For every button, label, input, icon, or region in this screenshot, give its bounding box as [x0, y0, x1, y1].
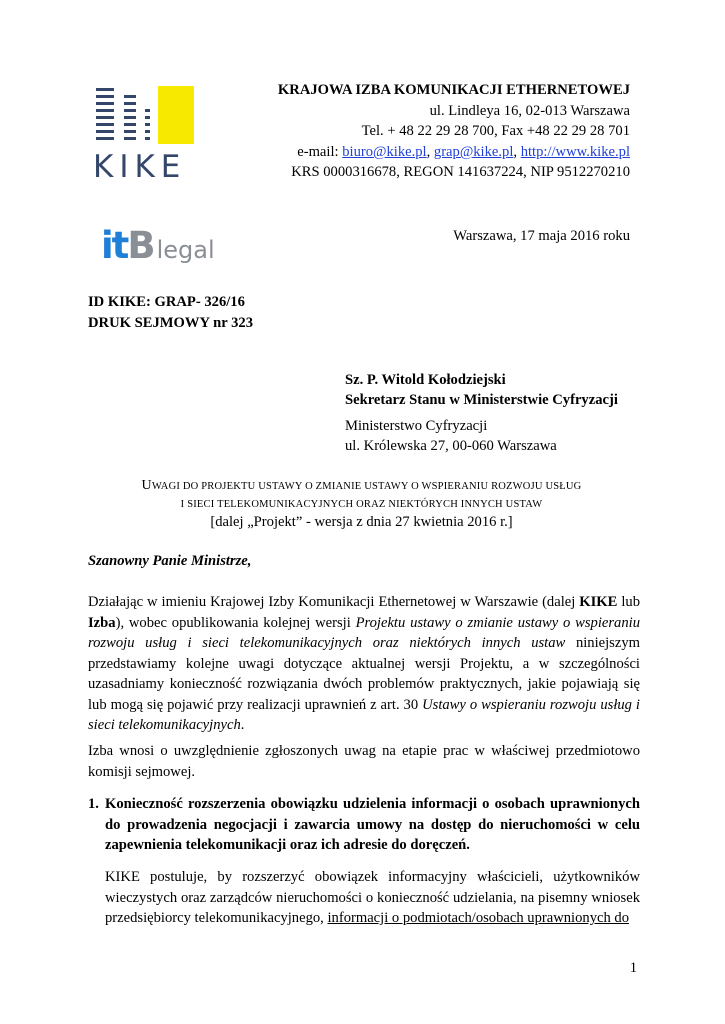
salutation: Szanowny Panie Ministrze, [88, 553, 252, 569]
page-number: 1 [629, 960, 637, 976]
website-link[interactable]: http://www.kike.pl [520, 144, 630, 160]
paragraph-request: Izba wnosi o uwzględnienie zgłoszonych uwag na etapie prac w właściwej przedmiotowo komisji sejmowej. [88, 743, 640, 780]
section-1-body-underlined: informacji o podmiotach/osobach uprawnionych do [327, 910, 630, 926]
kike-logo-yellow-block [158, 86, 194, 144]
email-biuro-link[interactable]: biuro@kike.pl [342, 144, 427, 160]
org-phone-fax: Tel. + 48 22 29 28 700, Fax +48 22 29 28 701 [361, 123, 630, 139]
recipient-name: Sz. P. Witold Kołodziejski [345, 372, 506, 388]
subject-initial: U [141, 478, 152, 493]
para1-izba: Izba [88, 614, 116, 631]
recipient-ministry: Ministerstwo Cyfryzacji [345, 418, 488, 434]
date-line: Warszawa, 17 maja 2016 roku [453, 228, 630, 244]
para1-text-1: Działając w imieniu Krajowej Izby Komunikacji Ethernetowej w Warszawie (dalej [88, 594, 580, 610]
subject-line-1 [88, 476, 635, 497]
recipient-role: Sekretarz Stanu w Ministerstwie Cyfryzacji [345, 392, 618, 408]
para1-kike: KIKE [579, 594, 618, 610]
org-address: ul. Lindleya 16, 02-013 Warszawa [429, 103, 630, 119]
id-kike: ID KIKE: GRAP- 326/16 [88, 294, 245, 310]
itb-logo-legal: legal [156, 236, 215, 264]
section-1-number: 1. [88, 796, 99, 812]
email-separator: , [426, 144, 434, 160]
para1-text-4: niniejszym przedstawiamy kolejne uwagi dotyczące aktualnej wersji Projektu, a w szczególności uzasadniamy konieczność rozwiązania dwóch problemów praktycznych, jakie pojawiają się lub mogą się pojawić przy realizacji uprawnień z art. 30 [88, 635, 640, 713]
kike-logo [93, 86, 198, 186]
section-1-body [105, 867, 640, 929]
section-1-heading: Konieczność rozszerzenia obowiązku udzielenia informacji o osobach uprawnionych do prowadzenia negocjacji i zawarcia umowy na dostęp do nieruchomości w celu zapewnienia telekomunikacji oraz ich adresie do doręczeń. [105, 796, 640, 853]
subject-line-1-text: WAGI DO PROJEKTU USTAWY O ZMIANIE USTAWY O WSPIERANIU ROZWOJU USŁUG [151, 481, 582, 492]
para1-text-3: ), wobec opublikowania kolejnej wersji [115, 614, 356, 631]
paragraph-intro [88, 592, 640, 736]
website-separator: , [513, 144, 521, 160]
para1-project-title: Projektu ustawy o zmianie ustawy o wspieraniu rozwoju usług i sieci telekomunikacyjnych oraz niektórych innych ustaw [88, 614, 641, 651]
para1-act-title: Ustawy o wspieraniu rozwoju usług i sieci telekomunikacyjnych [88, 696, 640, 733]
section-1-body-text: KIKE postuluje, by rozszerzyć obowiązek informacyjny właścicieli, użytkowników wieczystych oraz zarządców nieruchomości o konieczność udzielania, na pisemny wniosek przedsiębiorcy telekomunikacyjnego, [105, 869, 640, 926]
org-name: KRAJOWA IZBA KOMUNIKACJI ETHERNETOWEJ [277, 82, 630, 98]
email-grap-link[interactable]: grap@kike.pl [433, 144, 514, 160]
para1-text-2: lub [617, 594, 641, 610]
itb-logo-it: it [101, 224, 128, 267]
email-prefix: e-mail: [297, 144, 343, 160]
para1-text-5: . [240, 717, 245, 733]
subject-line-3: [dalej „Projekt” - wersja z dnia 27 kwietnia 2016 r.] [210, 514, 513, 530]
itb-logo-b: B [127, 224, 156, 267]
kike-logo-bars [96, 88, 150, 140]
subject-line-2: I SIECI TELEKOMUNIKACYJNYCH ORAZ NIEKTÓRYCH INNYCH USTAW [180, 499, 543, 510]
itb-legal-logo [101, 224, 215, 274]
org-email-line [210, 142, 630, 163]
org-registry: KRS 0000316678, REGON 141637224, NIP 9512270210 [291, 164, 630, 180]
recipient-address: ul. Królewska 27, 00-060 Warszawa [345, 438, 557, 454]
kike-logo-text: KIKE [93, 149, 187, 185]
druk-sejmowy: DRUK SEJMOWY nr 323 [88, 315, 253, 331]
